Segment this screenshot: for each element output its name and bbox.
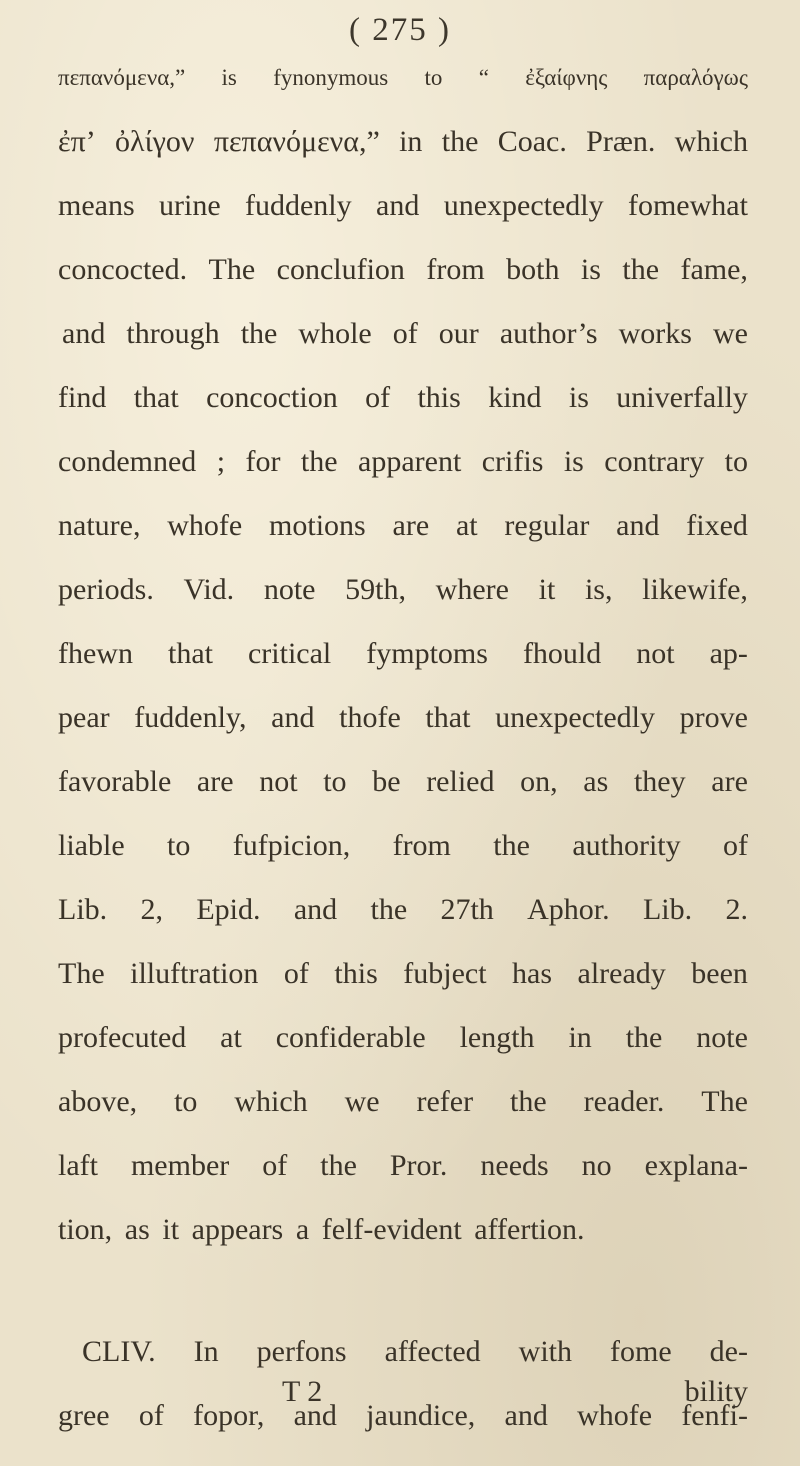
text-line: pear fuddenly, and thofe that unexpectedly prove <box>58 701 748 734</box>
body-text <box>58 46 748 1448</box>
text-line: above, to which we refer the reader. The <box>58 1085 748 1118</box>
text-line: liable to fufpicion, from the authority of <box>58 829 748 862</box>
text-line: concocted. The conclufion from both is the fame, <box>58 253 748 286</box>
text-line: πεπανόμενα,” is fynonymous to “ ἐξαίφνης παραλόγως <box>58 65 748 90</box>
text-line: tion, as it appears a felf-evident affertion. <box>58 1213 585 1246</box>
paragraph-gap <box>58 1262 748 1320</box>
text-line: favorable are not to be relied on, as they are <box>58 765 748 798</box>
text-line: Lib. 2, Epid. and the 27th Aphor. Lib. 2. <box>58 893 748 926</box>
page-number: ( 275 ) <box>349 12 451 48</box>
text-line: periods. Vid. note 59th, where it is, likewife, <box>58 573 748 606</box>
section-heading-line: CLIV. In perfons affected with fome de- <box>82 1335 748 1368</box>
text-line: The illuftration of this fubject has already been <box>58 957 748 990</box>
text-line: nature, whofe motions are at regular and fixed <box>58 509 748 542</box>
text-line: ἐπ’ ὀλίγον πεπανόμενα,” in the Coac. Præn. which <box>58 125 748 158</box>
signature-mark: T 2 <box>282 1375 323 1408</box>
text-line: means urine fuddenly and unexpectedly fomewhat <box>58 189 748 222</box>
text-line: gree of fopor, and jaundice, and whofe fenfi- <box>58 1399 748 1432</box>
page-footer <box>58 1375 748 1435</box>
text-line: find that concoction of this kind is univerfally <box>58 381 748 414</box>
text-line: condemned ; for the apparent crifis is contrary to <box>58 445 748 478</box>
text-line: fhewn that critical fymptoms fhould not ap- <box>58 637 748 670</box>
catchword: bility <box>684 1375 748 1408</box>
text-line: and through the whole of our author’s works we <box>62 317 748 350</box>
text-line: laft member of the Pror. needs no explana- <box>58 1149 748 1182</box>
text-line: profecuted at confiderable length in the note <box>58 1021 748 1054</box>
